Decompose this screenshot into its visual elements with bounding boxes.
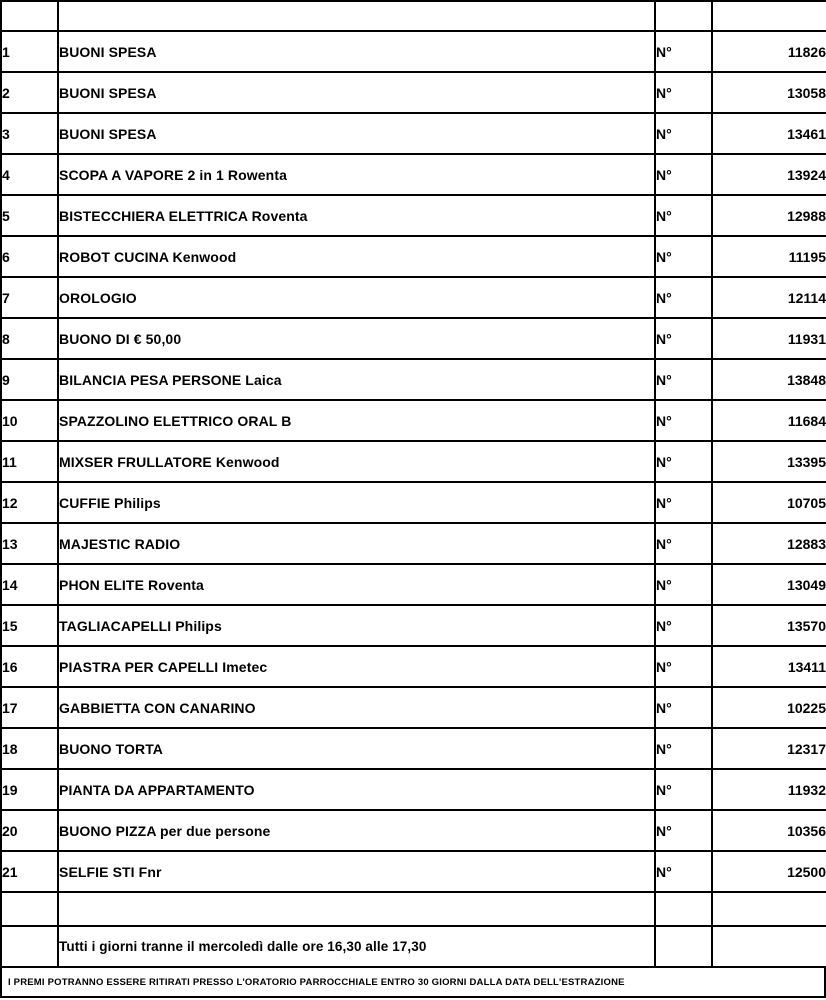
row-ticket: 11932 — [712, 769, 826, 810]
row-ticket: 13924 — [712, 154, 826, 195]
row-ticket: 13058 — [712, 72, 826, 113]
row-unit: N° — [655, 605, 712, 646]
row-number: 21 — [1, 851, 58, 892]
spacer-cell-number — [1, 892, 58, 926]
row-unit: N° — [655, 400, 712, 441]
row-number: 1 — [1, 31, 58, 72]
table-row — [1, 482, 826, 523]
row-description: BISTECCHIERA ELETTRICA Roventa — [58, 195, 655, 236]
row-ticket: 12500 — [712, 851, 826, 892]
row-ticket: 12114 — [712, 277, 826, 318]
row-unit: N° — [655, 564, 712, 605]
spacer-cell-unit — [655, 892, 712, 926]
row-unit: N° — [655, 277, 712, 318]
table-row — [1, 646, 826, 687]
row-description: GABBIETTA CON CANARINO — [58, 687, 655, 728]
row-description: BUONI SPESA — [58, 113, 655, 154]
row-ticket: 13395 — [712, 441, 826, 482]
row-unit: N° — [655, 195, 712, 236]
table-row — [1, 605, 826, 646]
row-number: 5 — [1, 195, 58, 236]
table-row — [1, 400, 826, 441]
row-description: PHON ELITE Roventa — [58, 564, 655, 605]
note-cell-number — [1, 926, 58, 967]
row-ticket: 11684 — [712, 400, 826, 441]
opening-hours-note: Tutti i giorni tranne il mercoledì dalle ore 16,30 alle 17,30 — [58, 926, 655, 967]
row-unit: N° — [655, 769, 712, 810]
header-cell-unit — [655, 1, 712, 31]
row-ticket: 13848 — [712, 359, 826, 400]
row-ticket: 10225 — [712, 687, 826, 728]
spacer-cell-description — [58, 892, 655, 926]
row-ticket: 13049 — [712, 564, 826, 605]
row-ticket: 12883 — [712, 523, 826, 564]
table-row — [1, 810, 826, 851]
row-description: BUONI SPESA — [58, 31, 655, 72]
row-description: TAGLIACAPELLI Philips — [58, 605, 655, 646]
row-description: PIANTA DA APPARTAMENTO — [58, 769, 655, 810]
row-description: CUFFIE Philips — [58, 482, 655, 523]
table-row — [1, 31, 826, 72]
row-description: BILANCIA PESA PERSONE Laica — [58, 359, 655, 400]
row-number: 2 — [1, 72, 58, 113]
row-number: 6 — [1, 236, 58, 277]
table-row — [1, 318, 826, 359]
row-description: MAJESTIC RADIO — [58, 523, 655, 564]
table-row — [1, 195, 826, 236]
row-number: 10 — [1, 400, 58, 441]
row-description: SPAZZOLINO ELETTRICO ORAL B — [58, 400, 655, 441]
row-description: ROBOT CUCINA Kenwood — [58, 236, 655, 277]
table-note-row — [1, 926, 826, 967]
row-unit: N° — [655, 482, 712, 523]
row-ticket: 13411 — [712, 646, 826, 687]
row-number: 11 — [1, 441, 58, 482]
row-ticket: 11826 — [712, 31, 826, 72]
row-description: OROLOGIO — [58, 277, 655, 318]
spacer-cell-ticket — [712, 892, 826, 926]
row-description: MIXSER FRULLATORE Kenwood — [58, 441, 655, 482]
header-cell-ticket — [712, 1, 826, 31]
row-description: SELFIE STI Fnr — [58, 851, 655, 892]
row-unit: N° — [655, 359, 712, 400]
row-number: 9 — [1, 359, 58, 400]
row-unit: N° — [655, 236, 712, 277]
row-number: 15 — [1, 605, 58, 646]
row-description: PIASTRA PER CAPELLI Imetec — [58, 646, 655, 687]
row-number: 3 — [1, 113, 58, 154]
prize-table-body — [1, 1, 826, 967]
row-number: 7 — [1, 277, 58, 318]
row-unit: N° — [655, 646, 712, 687]
row-unit: N° — [655, 523, 712, 564]
table-row — [1, 523, 826, 564]
row-number: 13 — [1, 523, 58, 564]
row-description: SCOPA A VAPORE 2 in 1 Rowenta — [58, 154, 655, 195]
table-row — [1, 113, 826, 154]
row-number: 12 — [1, 482, 58, 523]
table-row — [1, 728, 826, 769]
row-description: BUONO TORTA — [58, 728, 655, 769]
table-row — [1, 769, 826, 810]
row-unit: N° — [655, 154, 712, 195]
table-row — [1, 72, 826, 113]
row-ticket: 13461 — [712, 113, 826, 154]
row-ticket: 13570 — [712, 605, 826, 646]
row-ticket: 12317 — [712, 728, 826, 769]
row-ticket: 12988 — [712, 195, 826, 236]
table-header-row — [1, 1, 826, 31]
row-ticket: 10705 — [712, 482, 826, 523]
row-number: 19 — [1, 769, 58, 810]
row-number: 8 — [1, 318, 58, 359]
table-row — [1, 277, 826, 318]
row-unit: N° — [655, 31, 712, 72]
row-number: 16 — [1, 646, 58, 687]
note-cell-ticket — [712, 926, 826, 967]
table-row — [1, 851, 826, 892]
header-cell-number — [1, 1, 58, 31]
header-cell-description — [58, 1, 655, 31]
collection-terms-text: I PREMI POTRANNO ESSERE RITIRATI PRESSO L'ORATORIO PARROCCHIALE ENTRO 30 GIORNI DALLA DATA DELL'ESTRAZIONE — [8, 976, 625, 988]
table-row — [1, 564, 826, 605]
row-unit: N° — [655, 810, 712, 851]
row-number: 14 — [1, 564, 58, 605]
table-row — [1, 441, 826, 482]
row-description: BUONI SPESA — [58, 72, 655, 113]
row-number: 17 — [1, 687, 58, 728]
row-unit: N° — [655, 441, 712, 482]
table-row — [1, 154, 826, 195]
row-unit: N° — [655, 851, 712, 892]
row-ticket: 11931 — [712, 318, 826, 359]
row-description: BUONO DI € 50,00 — [58, 318, 655, 359]
table-row — [1, 359, 826, 400]
table-spacer-row — [1, 892, 826, 926]
row-number: 20 — [1, 810, 58, 851]
row-unit: N° — [655, 687, 712, 728]
table-row — [1, 687, 826, 728]
row-unit: N° — [655, 113, 712, 154]
row-ticket: 10356 — [712, 810, 826, 851]
row-unit: N° — [655, 728, 712, 769]
row-unit: N° — [655, 318, 712, 359]
row-number: 4 — [1, 154, 58, 195]
table-row — [1, 236, 826, 277]
row-description: BUONO PIZZA per due persone — [58, 810, 655, 851]
row-ticket: 11195 — [712, 236, 826, 277]
footer-strip — [0, 968, 826, 998]
row-number: 18 — [1, 728, 58, 769]
row-unit: N° — [655, 72, 712, 113]
note-cell-unit — [655, 926, 712, 967]
